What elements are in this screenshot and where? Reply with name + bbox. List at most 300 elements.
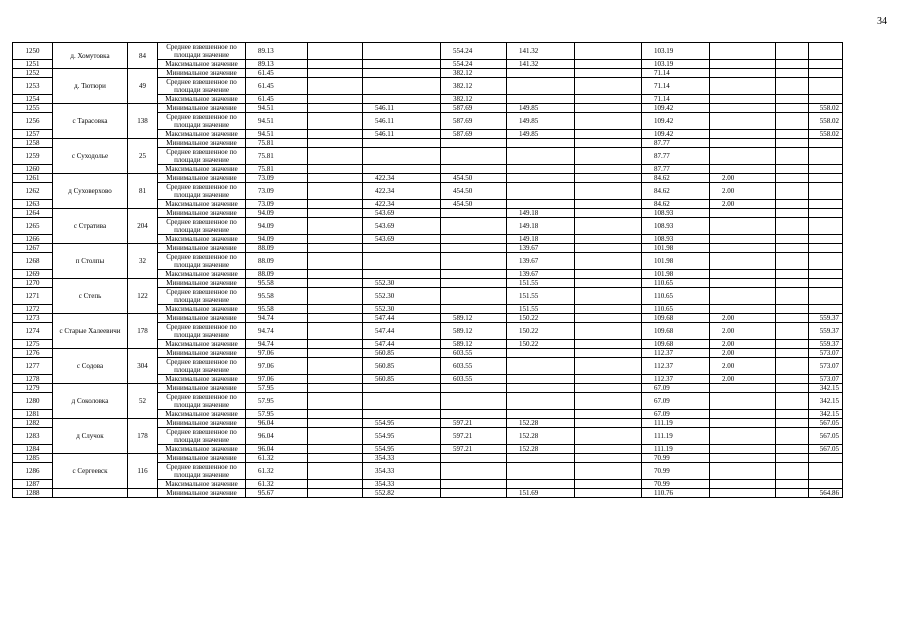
- value-cell: 94.51: [246, 104, 308, 113]
- value-cell: 73.09: [246, 174, 308, 183]
- value-cell: [809, 95, 843, 104]
- value-cell: 2.00: [710, 340, 776, 349]
- population-count: 138: [128, 104, 158, 139]
- value-cell: [776, 43, 809, 60]
- population-count: 84: [128, 43, 158, 69]
- value-cell: 75.81: [246, 148, 308, 165]
- value-cell: 101.98: [642, 253, 710, 270]
- value-cell: 94.09: [246, 218, 308, 235]
- value-cell: 109.68: [642, 314, 710, 323]
- value-cell: [575, 69, 642, 78]
- value-cell: [308, 384, 363, 393]
- value-type-label: Минимальное значение: [158, 104, 246, 113]
- value-cell: [575, 60, 642, 69]
- value-type-label: Минимальное значение: [158, 244, 246, 253]
- value-cell: 554.24: [441, 60, 507, 69]
- value-cell: [363, 139, 441, 148]
- value-type-label: Минимальное значение: [158, 454, 246, 463]
- value-cell: [575, 174, 642, 183]
- value-cell: 67.09: [642, 410, 710, 419]
- value-cell: [575, 463, 642, 480]
- value-type-label: Среднее взвешенное по площади значение: [158, 393, 246, 410]
- value-cell: [575, 419, 642, 428]
- value-cell: 589.12: [441, 314, 507, 323]
- value-cell: 554.95: [363, 445, 441, 454]
- value-cell: 573.07: [809, 358, 843, 375]
- value-cell: 88.09: [246, 253, 308, 270]
- value-cell: [710, 60, 776, 69]
- population-count: 81: [128, 174, 158, 209]
- row-number: 1264: [13, 209, 53, 218]
- value-cell: [776, 270, 809, 279]
- value-cell: 111.19: [642, 419, 710, 428]
- value-cell: 151.55: [507, 288, 575, 305]
- value-cell: [308, 43, 363, 60]
- row-number: 1279: [13, 384, 53, 393]
- table-row: [13, 279, 843, 288]
- value-cell: [776, 113, 809, 130]
- value-cell: [575, 454, 642, 463]
- value-cell: 109.68: [642, 340, 710, 349]
- value-cell: [809, 78, 843, 95]
- row-number: 1275: [13, 340, 53, 349]
- row-number: 1277: [13, 358, 53, 375]
- value-cell: [776, 165, 809, 174]
- value-type-label: Максимальное значение: [158, 200, 246, 209]
- value-cell: [776, 148, 809, 165]
- value-cell: 2.00: [710, 314, 776, 323]
- value-cell: [710, 165, 776, 174]
- value-cell: 454.50: [441, 183, 507, 200]
- value-cell: [363, 148, 441, 165]
- value-cell: 71.14: [642, 78, 710, 95]
- value-cell: [575, 410, 642, 419]
- value-cell: [308, 235, 363, 244]
- value-cell: 57.95: [246, 410, 308, 419]
- value-cell: 559.37: [809, 314, 843, 323]
- value-cell: [710, 419, 776, 428]
- value-cell: [363, 165, 441, 174]
- value-cell: [507, 358, 575, 375]
- value-cell: [575, 480, 642, 489]
- value-cell: [710, 393, 776, 410]
- value-cell: [710, 209, 776, 218]
- value-cell: [776, 454, 809, 463]
- value-cell: [710, 43, 776, 60]
- value-cell: 96.04: [246, 445, 308, 454]
- row-number: 1278: [13, 375, 53, 384]
- value-cell: [776, 218, 809, 235]
- value-cell: [776, 314, 809, 323]
- row-number: 1281: [13, 410, 53, 419]
- value-cell: [809, 279, 843, 288]
- data-table: [12, 42, 843, 498]
- value-cell: [710, 463, 776, 480]
- value-cell: 149.85: [507, 113, 575, 130]
- settlement-name: д Случок: [53, 419, 128, 454]
- value-cell: 67.09: [642, 384, 710, 393]
- value-cell: [575, 384, 642, 393]
- value-cell: [776, 139, 809, 148]
- value-cell: 149.18: [507, 235, 575, 244]
- value-cell: 112.37: [642, 349, 710, 358]
- settlement-name: с Сергеевск: [53, 454, 128, 489]
- value-cell: 87.77: [642, 165, 710, 174]
- value-cell: 543.69: [363, 209, 441, 218]
- value-cell: 141.32: [507, 43, 575, 60]
- table-row: [13, 174, 843, 183]
- value-type-label: Максимальное значение: [158, 95, 246, 104]
- value-cell: 2.00: [710, 375, 776, 384]
- value-cell: [441, 384, 507, 393]
- value-cell: [710, 480, 776, 489]
- row-number: 1268: [13, 253, 53, 270]
- value-cell: [776, 445, 809, 454]
- value-cell: [308, 218, 363, 235]
- value-cell: [710, 279, 776, 288]
- value-cell: [776, 419, 809, 428]
- table-row: [13, 419, 843, 428]
- value-cell: [575, 489, 642, 498]
- value-cell: 150.22: [507, 323, 575, 340]
- population-count: [128, 489, 158, 498]
- settlement-name: д. Хомутовка: [53, 43, 128, 69]
- value-cell: [308, 60, 363, 69]
- value-type-label: Среднее взвешенное по площади значение: [158, 323, 246, 340]
- value-cell: [809, 253, 843, 270]
- value-cell: 422.34: [363, 200, 441, 209]
- value-cell: [809, 183, 843, 200]
- value-cell: 97.06: [246, 358, 308, 375]
- value-cell: 88.09: [246, 244, 308, 253]
- value-cell: 75.81: [246, 139, 308, 148]
- value-cell: [710, 104, 776, 113]
- value-type-label: Максимальное значение: [158, 480, 246, 489]
- value-cell: 558.02: [809, 104, 843, 113]
- value-cell: 2.00: [710, 349, 776, 358]
- value-cell: [507, 69, 575, 78]
- value-cell: 2.00: [710, 200, 776, 209]
- value-cell: [507, 480, 575, 489]
- settlement-name: п Столпы: [53, 244, 128, 279]
- value-cell: [575, 323, 642, 340]
- value-cell: 61.45: [246, 78, 308, 95]
- settlement-name: с Тарасовка: [53, 104, 128, 139]
- value-cell: [710, 139, 776, 148]
- value-cell: [363, 384, 441, 393]
- value-cell: 567.05: [809, 428, 843, 445]
- value-cell: 95.58: [246, 305, 308, 314]
- value-type-label: Среднее взвешенное по площади значение: [158, 78, 246, 95]
- table-row: [13, 69, 843, 78]
- value-cell: 603.55: [441, 349, 507, 358]
- value-cell: [776, 480, 809, 489]
- population-count: 25: [128, 139, 158, 174]
- value-cell: [308, 200, 363, 209]
- value-cell: [441, 393, 507, 410]
- value-cell: [308, 69, 363, 78]
- value-cell: [575, 244, 642, 253]
- value-cell: [308, 95, 363, 104]
- value-cell: 139.67: [507, 270, 575, 279]
- value-cell: 2.00: [710, 358, 776, 375]
- settlement-name: с Старые Халеевичи: [53, 314, 128, 349]
- population-count: 304: [128, 349, 158, 384]
- value-cell: 454.50: [441, 174, 507, 183]
- value-cell: 73.09: [246, 183, 308, 200]
- value-cell: 354.33: [363, 454, 441, 463]
- value-cell: 112.37: [642, 358, 710, 375]
- table-row: [13, 43, 843, 60]
- row-number: 1286: [13, 463, 53, 480]
- value-cell: [575, 104, 642, 113]
- value-cell: 111.19: [642, 445, 710, 454]
- value-cell: [507, 78, 575, 95]
- value-cell: [776, 104, 809, 113]
- value-cell: [575, 305, 642, 314]
- row-number: 1261: [13, 174, 53, 183]
- value-cell: [776, 288, 809, 305]
- value-cell: [809, 218, 843, 235]
- value-cell: [575, 253, 642, 270]
- value-cell: 73.09: [246, 200, 308, 209]
- value-cell: 67.09: [642, 393, 710, 410]
- value-cell: [575, 375, 642, 384]
- value-cell: 573.07: [809, 349, 843, 358]
- value-cell: [363, 410, 441, 419]
- value-cell: [308, 139, 363, 148]
- row-number: 1274: [13, 323, 53, 340]
- value-cell: 110.65: [642, 288, 710, 305]
- value-cell: [710, 288, 776, 305]
- value-type-label: Минимальное значение: [158, 419, 246, 428]
- value-cell: 94.51: [246, 130, 308, 139]
- value-cell: 95.58: [246, 288, 308, 305]
- value-cell: 587.69: [441, 130, 507, 139]
- value-cell: [776, 253, 809, 270]
- value-cell: [441, 410, 507, 419]
- value-cell: 75.81: [246, 165, 308, 174]
- value-cell: [441, 480, 507, 489]
- value-cell: 101.98: [642, 244, 710, 253]
- value-cell: [809, 305, 843, 314]
- value-cell: 560.85: [363, 375, 441, 384]
- table-body: [13, 43, 843, 498]
- value-type-label: Минимальное значение: [158, 139, 246, 148]
- value-type-label: Максимальное значение: [158, 305, 246, 314]
- value-cell: [809, 288, 843, 305]
- value-cell: [809, 148, 843, 165]
- value-cell: [776, 428, 809, 445]
- population-count: 49: [128, 69, 158, 104]
- row-number: 1284: [13, 445, 53, 454]
- value-cell: 603.55: [441, 375, 507, 384]
- value-cell: [809, 165, 843, 174]
- value-cell: 589.12: [441, 323, 507, 340]
- value-cell: [308, 165, 363, 174]
- value-cell: [507, 200, 575, 209]
- value-cell: [710, 253, 776, 270]
- value-cell: 554.95: [363, 419, 441, 428]
- value-cell: 342.15: [809, 384, 843, 393]
- value-type-label: Минимальное значение: [158, 209, 246, 218]
- value-cell: 94.74: [246, 323, 308, 340]
- value-cell: [441, 489, 507, 498]
- value-cell: [363, 78, 441, 95]
- table-row: [13, 244, 843, 253]
- value-cell: 94.74: [246, 340, 308, 349]
- value-type-label: Среднее взвешенное по площади значение: [158, 183, 246, 200]
- value-cell: 342.15: [809, 393, 843, 410]
- value-cell: [441, 463, 507, 480]
- value-cell: [308, 209, 363, 218]
- value-cell: [575, 314, 642, 323]
- value-type-label: Максимальное значение: [158, 60, 246, 69]
- row-number: 1283: [13, 428, 53, 445]
- value-cell: [776, 358, 809, 375]
- value-cell: [575, 209, 642, 218]
- value-cell: [710, 244, 776, 253]
- value-cell: [441, 253, 507, 270]
- value-cell: 547.44: [363, 314, 441, 323]
- row-number: 1262: [13, 183, 53, 200]
- value-cell: 546.11: [363, 113, 441, 130]
- value-cell: [507, 349, 575, 358]
- value-cell: 152.28: [507, 428, 575, 445]
- value-cell: [308, 113, 363, 130]
- population-count: 178: [128, 314, 158, 349]
- value-type-label: Максимальное значение: [158, 130, 246, 139]
- row-number: 1257: [13, 130, 53, 139]
- value-cell: [776, 244, 809, 253]
- value-type-label: Минимальное значение: [158, 489, 246, 498]
- value-cell: 139.67: [507, 244, 575, 253]
- value-cell: [363, 270, 441, 279]
- value-cell: [441, 288, 507, 305]
- value-cell: [776, 183, 809, 200]
- value-cell: [776, 463, 809, 480]
- value-cell: [575, 218, 642, 235]
- value-cell: [575, 130, 642, 139]
- row-number: 1253: [13, 78, 53, 95]
- value-cell: 84.62: [642, 174, 710, 183]
- value-cell: [776, 323, 809, 340]
- value-cell: [809, 463, 843, 480]
- value-cell: [710, 489, 776, 498]
- value-cell: 141.32: [507, 60, 575, 69]
- value-cell: [507, 393, 575, 410]
- value-cell: [308, 253, 363, 270]
- value-cell: [710, 235, 776, 244]
- value-cell: [776, 60, 809, 69]
- value-cell: [507, 410, 575, 419]
- table-row: [13, 454, 843, 463]
- settlement-name: с Содова: [53, 349, 128, 384]
- value-cell: 94.51: [246, 113, 308, 130]
- value-cell: 543.69: [363, 218, 441, 235]
- value-cell: [776, 384, 809, 393]
- value-cell: [308, 463, 363, 480]
- value-cell: 88.09: [246, 270, 308, 279]
- value-cell: [308, 323, 363, 340]
- value-cell: 150.22: [507, 340, 575, 349]
- value-cell: [308, 130, 363, 139]
- row-number: 1273: [13, 314, 53, 323]
- value-cell: [776, 375, 809, 384]
- value-cell: [809, 139, 843, 148]
- value-cell: [776, 340, 809, 349]
- value-cell: 95.67: [246, 489, 308, 498]
- value-cell: 543.69: [363, 235, 441, 244]
- value-cell: [507, 95, 575, 104]
- value-cell: [809, 69, 843, 78]
- value-cell: 108.93: [642, 209, 710, 218]
- value-cell: [710, 454, 776, 463]
- value-cell: 546.11: [363, 104, 441, 113]
- value-cell: [575, 165, 642, 174]
- value-cell: [363, 43, 441, 60]
- value-cell: 422.34: [363, 183, 441, 200]
- value-cell: 354.33: [363, 480, 441, 489]
- value-cell: 94.74: [246, 314, 308, 323]
- value-cell: 97.06: [246, 349, 308, 358]
- value-cell: [575, 270, 642, 279]
- population-count: 116: [128, 454, 158, 489]
- value-cell: 151.55: [507, 305, 575, 314]
- value-type-label: Минимальное значение: [158, 314, 246, 323]
- value-cell: [575, 235, 642, 244]
- value-cell: 589.12: [441, 340, 507, 349]
- table-row: [13, 209, 843, 218]
- value-cell: 94.09: [246, 235, 308, 244]
- row-number: 1282: [13, 419, 53, 428]
- value-cell: 101.98: [642, 270, 710, 279]
- value-cell: 2.00: [710, 183, 776, 200]
- value-cell: 560.85: [363, 349, 441, 358]
- value-cell: [507, 463, 575, 480]
- value-cell: 454.50: [441, 200, 507, 209]
- value-type-label: Максимальное значение: [158, 375, 246, 384]
- population-count: 52: [128, 384, 158, 419]
- value-cell: [308, 454, 363, 463]
- value-type-label: Минимальное значение: [158, 384, 246, 393]
- value-type-label: Среднее взвешенное по площади значение: [158, 358, 246, 375]
- value-cell: [575, 358, 642, 375]
- value-cell: 151.69: [507, 489, 575, 498]
- value-cell: 354.33: [363, 463, 441, 480]
- value-cell: [575, 113, 642, 130]
- value-cell: [441, 244, 507, 253]
- value-cell: [776, 174, 809, 183]
- table-row: [13, 314, 843, 323]
- value-cell: [710, 148, 776, 165]
- value-cell: [809, 60, 843, 69]
- value-cell: [776, 393, 809, 410]
- value-cell: [308, 279, 363, 288]
- table-row: [13, 349, 843, 358]
- value-cell: [308, 78, 363, 95]
- value-cell: [308, 349, 363, 358]
- value-cell: [776, 489, 809, 498]
- value-cell: [575, 95, 642, 104]
- settlement-name: д Суховерхово: [53, 174, 128, 209]
- value-cell: 552.30: [363, 305, 441, 314]
- value-cell: 382.12: [441, 69, 507, 78]
- value-type-label: Минимальное значение: [158, 174, 246, 183]
- value-cell: 597.21: [441, 428, 507, 445]
- value-cell: [776, 305, 809, 314]
- value-cell: 109.42: [642, 104, 710, 113]
